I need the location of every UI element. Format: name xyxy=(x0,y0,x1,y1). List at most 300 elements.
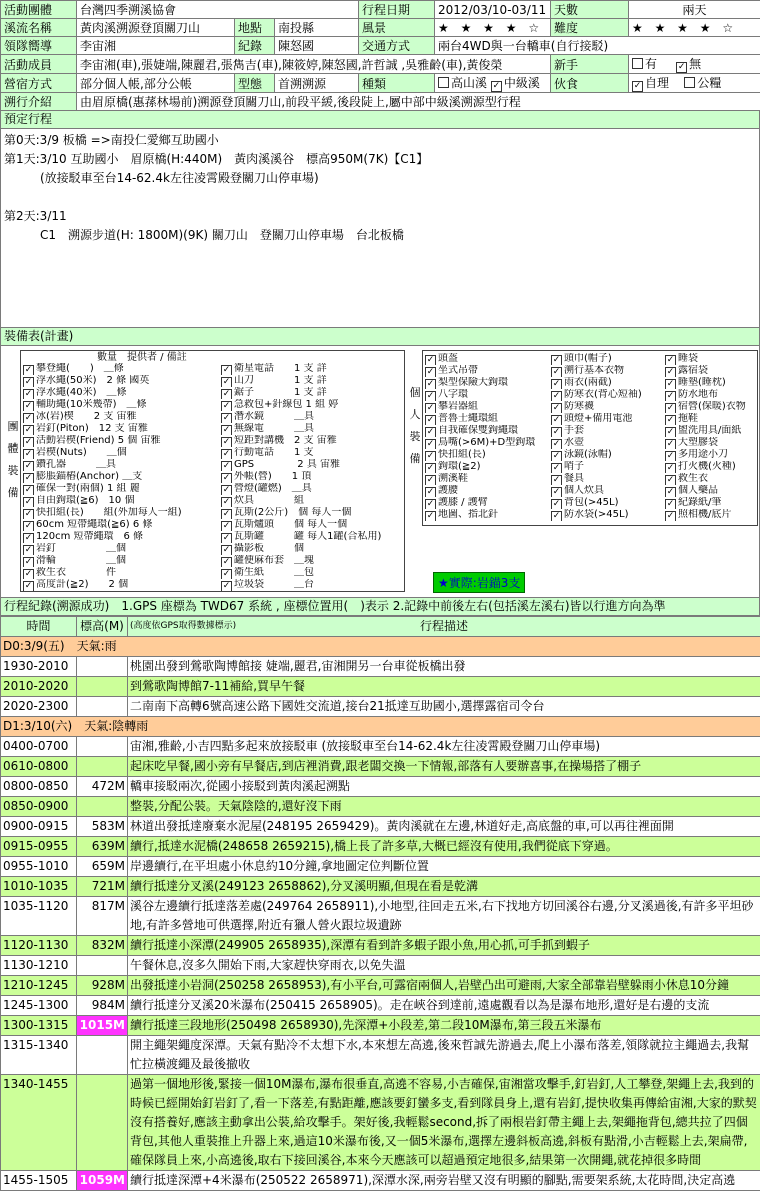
equipment-checkbox[interactable]: ✓ xyxy=(221,461,232,471)
club-value: 台灣四季溯溪協會 xyxy=(77,1,359,19)
difficulty-label: 難度 xyxy=(551,19,629,37)
log-elevation: 928M xyxy=(77,976,128,996)
equipment-checkbox[interactable]: ✓ xyxy=(551,439,562,449)
equipment-item-label: 防水袋(>45L) xyxy=(564,509,628,520)
equipment-item-label: 瓦斯爐頭 個 每人一個 xyxy=(234,519,347,530)
log-description: 轎車接駁兩次,從國小接駁到黃肉溪起溯點 xyxy=(128,777,760,797)
equipment-checkbox[interactable]: ✓ xyxy=(221,545,232,555)
team-equip-label-text: 團體裝備 xyxy=(7,416,19,504)
equipment-checkbox[interactable]: ✓ xyxy=(665,379,676,389)
equipment-item xyxy=(221,411,401,423)
log-description: 續行抵達深潭+4米瀑布(250522 2658971),深潭水深,兩旁岩壁又沒有明顯的腳點,需要架系統,太花時間,決定高遶 xyxy=(128,1171,760,1191)
equipment-item xyxy=(551,377,663,389)
equipment-item-label: 外帳(營) 1 頂 xyxy=(234,471,311,482)
equipment-checkbox[interactable]: ✓ xyxy=(221,509,232,519)
equipment-checkbox[interactable]: ✓ xyxy=(221,425,232,435)
equipment-checkbox[interactable]: ✓ xyxy=(23,557,34,567)
plan-line: C1 溯源步道(H: 1800M)(9K) 關刀山 登關刀山停車場 台北板橋 xyxy=(4,226,756,245)
equipment-item-label: 60cm 短帶繩環(≧6) 6 條 xyxy=(36,519,152,530)
equipment-item-label: 行動電話 1 支 xyxy=(234,447,314,458)
equipment-checkbox[interactable]: ✓ xyxy=(551,427,562,437)
equipment-checkbox[interactable]: ✓ xyxy=(221,473,232,483)
log-time: 1210-1245 xyxy=(1,976,77,996)
equipment-item xyxy=(23,543,219,555)
equipment-item-label: 垃圾袋 ＿台 xyxy=(234,579,314,590)
log-elevation: 472M xyxy=(77,777,128,797)
equipment-item xyxy=(23,471,219,483)
log-row xyxy=(1,857,760,877)
equipment-checkbox[interactable]: ✓ xyxy=(425,427,436,437)
equipment-checkbox[interactable]: ✓ xyxy=(221,413,232,423)
equipment-item xyxy=(221,483,401,495)
col-elev-header: 標高(M) xyxy=(77,617,128,637)
equipment-item xyxy=(23,447,219,459)
log-row xyxy=(1,976,760,996)
equipment-checkbox[interactable]: ✓ xyxy=(23,533,34,543)
log-row xyxy=(1,797,760,817)
equipment-item xyxy=(425,497,549,509)
equipment-checkbox[interactable]: ✓ xyxy=(551,379,562,389)
equipment-item xyxy=(551,413,663,425)
log-row xyxy=(1,956,760,976)
equipment-item xyxy=(665,509,755,521)
equipment-item-label: 攝影板 個 xyxy=(234,543,304,554)
kind-options xyxy=(435,74,551,93)
equipment-item-label: 拖鞋 xyxy=(678,413,698,424)
plan-line: 第1天:3/10 互助國小 眉原橋(H:440M) 黃肉溪溪谷 標高950M(7K)【C1】 xyxy=(4,150,756,169)
log-row xyxy=(1,657,760,677)
log-description: 過第一個地形後,緊接一個10M瀑布,瀑布很垂直,高遶不容易,小吉確保,宙湘當攻擊手,釘岩釘,人工攀登,架繩上去,我到的時候已經開始釘岩釘了,看一下落差,有點距離,應該要釘蠻多支,看到隊員身上,還有岩釘,提快收集再傳給宙湘,大家的默契沒有搭養好,應該主動拿出公裝,給攻擊手。架好後,我輕鬆second,拆了兩根岩釘帶主繩上去,架繩拖背包,總共拉了四個背包,其他人重裝推上升器上來,過這10米瀑布後,又一個5米瀑布,選擇左邊斜板高遶,斜板有點滑,小吉輕鬆上去,架扁帶,確保隊員上來,小高遶後,取右下接回溪谷,本來今天應該可以超過預定地很多,結果第一次開繩,就花掉很多時間 xyxy=(128,1075,760,1171)
log-description: 出發抵達小岩洞(250258 2658953),有小平台,可露宿兩個人,岩壁凸出可避雨,大家全部靠岩壁躲雨小休息10分鐘 xyxy=(128,976,760,996)
equipment-checkbox[interactable]: ✓ xyxy=(425,463,436,473)
equipment-item xyxy=(665,461,755,473)
equipment-item xyxy=(221,459,401,471)
equipment-section xyxy=(0,346,760,598)
equipment-item xyxy=(665,485,755,497)
log-row xyxy=(1,777,760,797)
equipment-checkbox[interactable]: ✓ xyxy=(551,511,562,521)
col-desc-title: 行程描述 xyxy=(420,619,468,633)
log-row xyxy=(1,677,760,697)
record-value: 陳怒國 xyxy=(275,37,359,55)
equipment-item xyxy=(665,413,755,425)
equipment-item xyxy=(665,377,755,389)
equipment-checkbox[interactable]: ✓ xyxy=(551,403,562,413)
log-elevation: 1059M xyxy=(77,1171,128,1191)
equipment-checkbox[interactable]: ✓ xyxy=(425,367,436,377)
equipment-item xyxy=(23,435,219,447)
club-label: 活動團體 xyxy=(1,1,77,19)
equipment-item-label: 快扣組(長) xyxy=(438,449,486,460)
log-title: 行程紀錄(溯源成功) 1.GPS 座標為 TWD67 系統 , 座標位置用( )表示 2.記錄中前後左右(包括溪左溪右)皆以行進方向為準 xyxy=(0,598,760,616)
log-elevation xyxy=(77,677,128,697)
plan-line: 第2天:3/11 xyxy=(4,207,756,226)
equipment-item xyxy=(23,387,219,399)
equipment-item-label: 哨子 xyxy=(564,461,584,472)
equipment-item-label: 背包(>45L) xyxy=(564,497,618,508)
log-time: 1120-1130 xyxy=(1,936,77,956)
log-elevation: 721M xyxy=(77,877,128,897)
equipment-item-label: 睡袋 xyxy=(678,353,698,364)
log-description: 宙湘,雅齡,小吉四點多起來放接駁車 (放接駁車至台14-62.4k左往凌霄殿登關刀山停車場) xyxy=(128,737,760,757)
equipment-item-label: 盥洗用具/面紙 xyxy=(678,425,741,436)
equipment-checkbox[interactable]: ✓ xyxy=(221,485,232,495)
days-label: 天數 xyxy=(551,1,629,19)
team-equip-vertical-label xyxy=(7,416,19,504)
equipment-item xyxy=(23,495,219,507)
equipment-item-label: 頭燈+備用電池 xyxy=(564,413,632,424)
team-equipment-box xyxy=(20,350,405,592)
equipment-checkbox[interactable]: ✓ xyxy=(23,461,34,471)
food-public-text: 公糧 xyxy=(697,76,721,90)
log-description: 溪谷左邊續行抵達落差處(249764 2658911),小地型,往回走五米,右下找地方切回溪谷右邊,分叉溪過後,有許多平坦砂地,有許多營地可供選擇,附近有獵人營火跟垃圾遺跡 xyxy=(128,897,760,936)
equipment-checkbox[interactable]: ✓ xyxy=(425,439,436,449)
equipment-item-label: 活動岩楔(Friend) 5 個 宙雅 xyxy=(36,435,160,446)
equipment-checkbox[interactable]: ✓ xyxy=(221,557,232,567)
equipment-checkbox[interactable]: ✓ xyxy=(665,367,676,377)
equipment-checkbox[interactable]: ✓ xyxy=(665,475,676,485)
plan-body xyxy=(0,129,760,327)
equipment-item xyxy=(551,437,663,449)
equipment-checkbox[interactable]: ✓ xyxy=(425,451,436,461)
equipment-item-label: 宿營(保暖)衣物 xyxy=(678,401,746,412)
equipment-item xyxy=(221,531,401,543)
log-description: 午餐休息,沒多久開始下雨,大家趕快穿雨衣,以免失溫 xyxy=(128,956,760,976)
equipment-checkbox[interactable]: ✓ xyxy=(23,449,34,459)
transport-label: 交通方式 xyxy=(359,37,435,55)
food-label: 伙食 xyxy=(551,74,629,93)
col-time-header: 時間 xyxy=(1,617,77,637)
equipment-item xyxy=(551,401,663,413)
log-time: 0400-0700 xyxy=(1,737,77,757)
equipment-checkbox[interactable]: ✓ xyxy=(221,449,232,459)
equipment-item-label: 個人藥品 xyxy=(678,485,718,496)
log-time: 0610-0800 xyxy=(1,757,77,777)
log-time: 2010-2020 xyxy=(1,677,77,697)
equipment-item xyxy=(425,365,549,377)
food-public-checkbox[interactable] xyxy=(684,77,695,88)
personal-equip-label-text: 個人裝備 xyxy=(409,382,421,470)
equipment-checkbox[interactable]: ✓ xyxy=(23,389,34,399)
transport-value: 兩台4WD與一台轎車(自行接駁) xyxy=(435,37,760,55)
equipment-item xyxy=(23,531,219,543)
equipment-item xyxy=(665,425,755,437)
equipment-checkbox[interactable]: ✓ xyxy=(221,365,232,375)
equipment-checkbox[interactable]: ✓ xyxy=(665,451,676,461)
equipment-item-label: 自我確保雙鉤繩環 xyxy=(438,425,518,436)
equipment-checkbox[interactable]: ✓ xyxy=(23,485,34,495)
camp-value: 部分個人帳,部分公帳 xyxy=(77,74,235,93)
equipment-checkbox[interactable]: ✓ xyxy=(665,403,676,413)
equipment-checkbox[interactable]: ✓ xyxy=(665,487,676,497)
equipment-checkbox[interactable]: ✓ xyxy=(23,365,34,375)
equipment-item-label: 防水地布 xyxy=(678,389,718,400)
camp-label: 營宿方式 xyxy=(1,74,77,93)
novice-yes-checkbox[interactable] xyxy=(632,58,643,69)
team-equip-col2 xyxy=(221,363,401,591)
type-value: 首溯溯源 xyxy=(275,74,359,93)
equipment-item xyxy=(425,485,549,497)
col-desc-header xyxy=(128,617,760,637)
log-elevation xyxy=(77,757,128,777)
equipment-item xyxy=(551,461,663,473)
equipment-item-label: 鉤環(≧2) xyxy=(438,461,481,472)
log-description: 開主繩架繩度深潭。天氣有點冷不太想下水,本來想左高遶,後來哲誠先游過去,爬上小瀑布落差,領隊就拉主繩過去,我幫忙拉橫渡繩及最後撤收 xyxy=(128,1036,760,1075)
equipment-checkbox[interactable]: ✓ xyxy=(221,569,232,579)
date-label: 行程日期 xyxy=(359,1,435,19)
log-elevation: 583M xyxy=(77,817,128,837)
equipment-item xyxy=(665,389,755,401)
equipment-item xyxy=(551,389,663,401)
equipment-checkbox[interactable]: ✓ xyxy=(221,581,232,591)
kind-mid-checkbox[interactable]: ✓ xyxy=(491,81,502,92)
equipment-item-label: 普魯士繩環組 xyxy=(438,413,498,424)
equipment-item-label: 水壺 xyxy=(564,437,584,448)
equipment-item xyxy=(425,461,549,473)
scenery-label: 風景 xyxy=(359,19,435,37)
equipment-checkbox[interactable]: ✓ xyxy=(551,355,562,365)
kind-high-checkbox[interactable] xyxy=(438,77,449,88)
equipment-checkbox[interactable]: ✓ xyxy=(221,533,232,543)
intro-label: 溯行介紹 xyxy=(1,93,77,111)
equipment-item xyxy=(221,363,401,375)
equipment-checkbox[interactable]: ✓ xyxy=(665,439,676,449)
equipment-item-label: 餐具 xyxy=(564,473,584,484)
log-description: 桃園出發到鶯歌陶博館接 婕端,麗君,宙湘開另一台車從板橋出發 xyxy=(128,657,760,677)
novice-no-checkbox[interactable]: ✓ xyxy=(676,62,687,73)
equipment-item-label: 手套 xyxy=(564,425,584,436)
equipment-checkbox[interactable]: ✓ xyxy=(23,581,34,591)
equipment-checkbox[interactable]: ✓ xyxy=(551,451,562,461)
equipment-item-label: 無線電 ＿具 xyxy=(234,423,314,434)
log-elevation xyxy=(77,797,128,817)
log-description: 林道出發抵達廢棄水泥屋(248195 2659429)。黃肉溪就在左邊,林道好走,高底盤的車,可以再往裡面開 xyxy=(128,817,760,837)
equipment-item-label: 膨脹錨樁(Anchor) ＿支 xyxy=(36,471,142,482)
log-body xyxy=(1,637,760,1191)
equipment-item-label: 衛星電話 1 支 詳 xyxy=(234,363,327,374)
equipment-checkbox[interactable]: ✓ xyxy=(425,379,436,389)
equipment-checkbox[interactable]: ✓ xyxy=(425,499,436,509)
equipment-checkbox[interactable]: ✓ xyxy=(665,427,676,437)
equipment-item xyxy=(23,579,219,591)
equipment-checkbox[interactable]: ✓ xyxy=(425,355,436,365)
equipment-checkbox[interactable]: ✓ xyxy=(425,415,436,425)
equipment-item xyxy=(551,425,663,437)
equipment-checkbox[interactable]: ✓ xyxy=(23,545,34,555)
equipment-item xyxy=(221,507,401,519)
equipment-item-label: 救生衣 xyxy=(678,473,708,484)
equipment-item-label: 急救包+針線包 1 組 婷 xyxy=(234,399,338,410)
personal-equip-col1 xyxy=(425,353,549,521)
record-label: 紀錄 xyxy=(235,37,275,55)
equipment-item xyxy=(221,555,401,567)
equipment-checkbox[interactable]: ✓ xyxy=(551,487,562,497)
log-elevation xyxy=(77,737,128,757)
log-time: 0800-0850 xyxy=(1,777,77,797)
equipment-checkbox[interactable]: ✓ xyxy=(551,367,562,377)
log-row xyxy=(1,1036,760,1075)
equipment-checkbox[interactable]: ✓ xyxy=(23,509,34,519)
log-description: 續行抵達分叉溪(249123 2658862),分叉溪明顯,但現在看是乾溝 xyxy=(128,877,760,897)
equipment-item-label: 梨型保險大鉤環 xyxy=(438,377,508,388)
equipment-item-label: 鳥嘴(>6M)+D型鉤環 xyxy=(438,437,535,448)
equipment-item-label: 鑽孔器 ＿具 xyxy=(36,459,116,470)
equipment-item xyxy=(551,509,663,521)
personal-equipment-box xyxy=(422,350,758,526)
equipment-item-label: 120cm 短帶繩環 6 條 xyxy=(36,531,143,542)
stream-label: 溪流名稱 xyxy=(1,19,77,37)
equipment-item-label: 地圖、指北針 xyxy=(438,509,498,520)
equipment-checkbox[interactable]: ✓ xyxy=(665,391,676,401)
log-time: 1035-1120 xyxy=(1,897,77,936)
equipment-item-label: GPS 2 具 宙雅 xyxy=(234,459,340,470)
log-time: 1340-1455 xyxy=(1,1075,77,1171)
equipment-checkbox[interactable]: ✓ xyxy=(551,475,562,485)
members-label: 活動成員 xyxy=(1,55,77,74)
food-self-text: 自理 xyxy=(645,76,669,90)
equipment-item-label: 救生衣 件 xyxy=(36,567,116,578)
equipment-item-label: 頭巾(帽子) xyxy=(564,353,612,364)
equipment-checkbox[interactable]: ✓ xyxy=(221,377,232,387)
equipment-checkbox[interactable]: ✓ xyxy=(23,437,34,447)
equipment-item xyxy=(425,449,549,461)
equipment-item-label: 岩釘 ＿個 xyxy=(36,543,126,554)
equipment-item-label: 浮水繩(50米) 2 條 國英 xyxy=(36,375,149,386)
log-row xyxy=(1,936,760,956)
equipment-checkbox[interactable]: ✓ xyxy=(221,497,232,507)
equipment-item-label: 多用途小刀 xyxy=(678,449,728,460)
header-table xyxy=(0,0,760,111)
equipment-checkbox[interactable]: ✓ xyxy=(425,475,436,485)
equipment-checkbox[interactable]: ✓ xyxy=(665,355,676,365)
log-elevation: 659M xyxy=(77,857,128,877)
equipment-item-label: 自由鉤環(≧6) 10 個 xyxy=(36,495,134,506)
equipment-item xyxy=(551,353,663,365)
equipment-item xyxy=(23,375,219,387)
equipment-item-label: 罐便麻布套 ＿塊 xyxy=(234,555,314,566)
equipment-item xyxy=(665,473,755,485)
log-row xyxy=(1,1171,760,1191)
novice-options xyxy=(629,55,760,74)
kind-mid-text: 中級溪 xyxy=(504,76,540,90)
equipment-checkbox[interactable]: ✓ xyxy=(665,499,676,509)
equipment-item-label: 紀錄紙/筆 xyxy=(678,497,721,508)
equipment-item-label: 攀登繩( ) ＿條 xyxy=(36,363,124,374)
equipment-item-label: 快扣組(長) 組(外加每人一組) xyxy=(36,507,182,518)
equipment-item-label: 防寒襪 xyxy=(564,401,594,412)
equipment-checkbox[interactable]: ✓ xyxy=(665,511,676,521)
day-header: D1:3/10(六) 天氣:陰轉雨 xyxy=(1,717,760,737)
equipment-checkbox[interactable]: ✓ xyxy=(551,415,562,425)
equipment-checkbox[interactable]: ✓ xyxy=(551,391,562,401)
equipment-checkbox[interactable]: ✓ xyxy=(551,463,562,473)
equipment-item-label: 照相機/底片 xyxy=(678,509,731,520)
novice-no-text: 無 xyxy=(689,57,701,71)
log-time: 1455-1505 xyxy=(1,1171,77,1191)
log-description: 岸邊續行,在平坦處小休息約10分鐘,拿地圖定位判斷位置 xyxy=(128,857,760,877)
plan-line xyxy=(4,188,756,207)
equipment-checkbox[interactable]: ✓ xyxy=(425,403,436,413)
equipment-item-label: 頭盔 xyxy=(438,353,458,364)
log-description: 起床吃早餐,國小旁有早餐店,到店裡消費,跟老闆交換一下情報,部落有人要辦喜事,在操場搭了棚子 xyxy=(128,757,760,777)
equipment-item-label: 確保一對(兩個) 1 組 麗 xyxy=(36,483,140,494)
leader-label: 領隊嚮導 xyxy=(1,37,77,55)
equipment-checkbox[interactable]: ✓ xyxy=(23,377,34,387)
equipment-checkbox[interactable]: ✓ xyxy=(221,401,232,411)
log-description: 續行抵達三段地形(250498 2658930),先深潭+小段差,第二段10M瀑布,第三段五米瀑布 xyxy=(128,1016,760,1036)
date-value: 2012/03/10-03/11 xyxy=(435,1,551,19)
personal-equip-col2 xyxy=(551,353,663,521)
equipment-checkbox[interactable]: ✓ xyxy=(23,569,34,579)
equipment-checkbox[interactable]: ✓ xyxy=(23,413,34,423)
equipment-item-label: 潛水鏡 ＿具 xyxy=(234,411,314,422)
equipment-item-label: 坐式吊帶 xyxy=(438,365,478,376)
log-time: 1245-1300 xyxy=(1,996,77,1016)
equipment-checkbox[interactable]: ✓ xyxy=(551,499,562,509)
log-time: 0915-0955 xyxy=(1,837,77,857)
intro-value: 由眉原橋(惠蓀林場前)溯源登頂關刀山,前段平緩,後段陡上,屬中部中級溪溯源型行程 xyxy=(77,93,760,111)
equipment-item xyxy=(221,579,401,591)
equipment-item-label: 高度計(≧2) 2 個 xyxy=(36,579,128,590)
equipment-checkbox[interactable]: ✓ xyxy=(665,463,676,473)
equipment-item xyxy=(23,483,219,495)
equipment-item-label: 滑輪 ＿個 xyxy=(36,555,126,566)
log-elevation xyxy=(77,1075,128,1171)
log-row xyxy=(1,697,760,717)
equipment-item xyxy=(551,449,663,461)
equipment-checkbox[interactable]: ✓ xyxy=(221,437,232,447)
equipment-checkbox[interactable]: ✓ xyxy=(665,415,676,425)
equipment-checkbox[interactable]: ✓ xyxy=(425,391,436,401)
equipment-item-label: 護腰 xyxy=(438,485,458,496)
kind-label: 種類 xyxy=(359,74,435,93)
equipment-item xyxy=(425,473,549,485)
log-description: 整裝,分配公裝。天氣陰陰的,還好沒下雨 xyxy=(128,797,760,817)
log-description: 二南南下高轉6號高速公路下國姓交流道,接台21抵達互助國小,選擇露宿司令台 xyxy=(128,697,760,717)
equipment-checkbox[interactable]: ✓ xyxy=(221,521,232,531)
equipment-item xyxy=(665,449,755,461)
equipment-checkbox[interactable]: ✓ xyxy=(23,401,34,411)
equipment-item-label: 防寒衣(背心短袖) xyxy=(564,389,642,400)
equipment-item-label: 攀岩器組 xyxy=(438,401,478,412)
equipment-checkbox[interactable]: ✓ xyxy=(425,487,436,497)
food-self-checkbox[interactable]: ✓ xyxy=(632,81,643,92)
days-value: 兩天 xyxy=(629,1,760,19)
novice-yes-text: 有 xyxy=(645,57,657,71)
equipment-checkbox[interactable]: ✓ xyxy=(23,521,34,531)
equipment-item-label: 瓦斯(2公斤) 個 每人一個 xyxy=(234,507,351,518)
equipment-item xyxy=(23,555,219,567)
equipment-item-label: 衛生紙 ＿包 xyxy=(234,567,314,578)
equipment-item-label: 大塑膠袋 xyxy=(678,437,718,448)
equipment-checkbox[interactable]: ✓ xyxy=(23,473,34,483)
log-row xyxy=(1,757,760,777)
equipment-item-label: 山刀 1 支 詳 xyxy=(234,375,327,386)
equipment-item xyxy=(23,459,219,471)
equipment-checkbox[interactable]: ✓ xyxy=(23,425,34,435)
equipment-checkbox[interactable]: ✓ xyxy=(23,497,34,507)
equipment-checkbox[interactable]: ✓ xyxy=(425,511,436,521)
log-row xyxy=(1,897,760,936)
equipment-item-label: 岩楔(Nuts) ＿個 xyxy=(36,447,127,458)
equipment-item xyxy=(221,435,401,447)
equipment-item xyxy=(221,423,401,435)
equipment-checkbox[interactable]: ✓ xyxy=(221,389,232,399)
log-row xyxy=(1,817,760,837)
equipment-item-label: 營燈(罐燃) ＿具 xyxy=(234,483,312,494)
equipment-item xyxy=(665,401,755,413)
equipment-item-label: 睡墊(睡枕) xyxy=(678,377,726,388)
